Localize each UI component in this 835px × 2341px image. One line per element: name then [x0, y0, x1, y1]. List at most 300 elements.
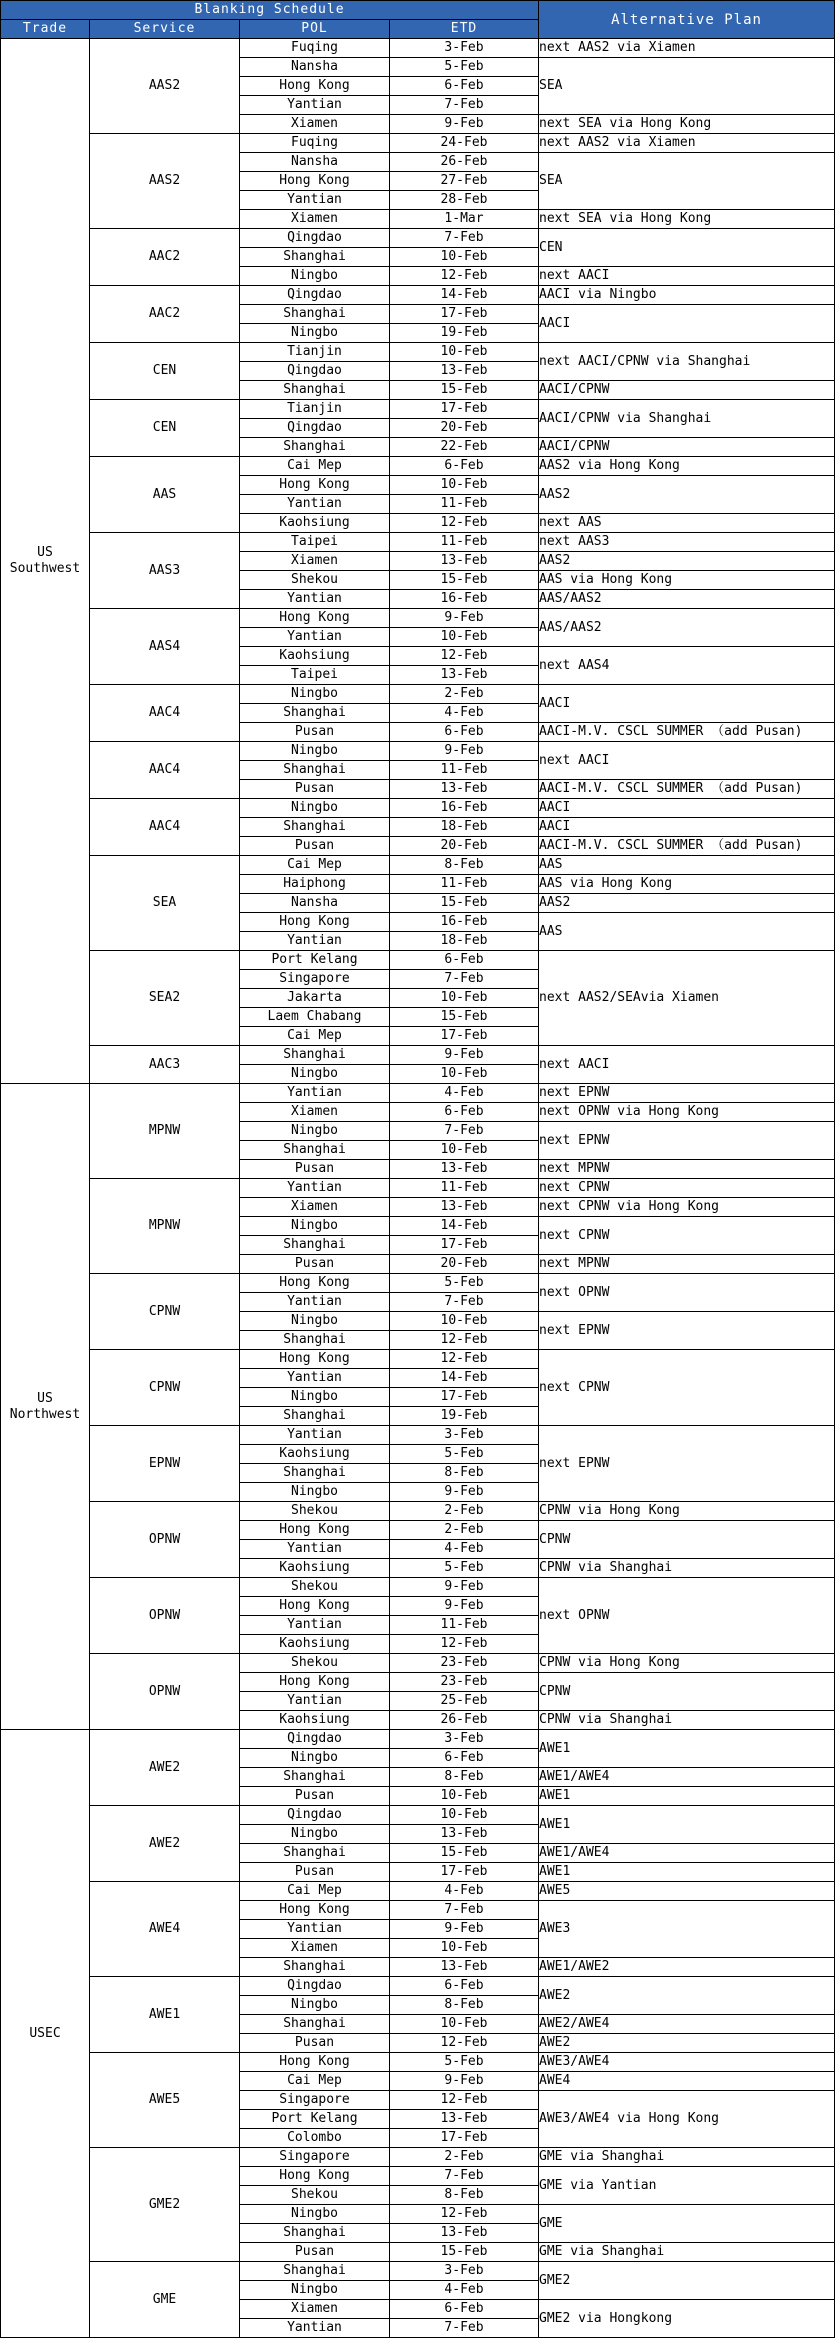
etd-cell: 8-Feb — [390, 1464, 539, 1483]
pol-cell: Kaohsiung — [240, 1711, 390, 1730]
pol-cell: Qingdao — [240, 1730, 390, 1749]
pol-cell: Kaohsiung — [240, 514, 390, 533]
service-column-header: Service — [90, 20, 240, 39]
pol-cell: Cai Mep — [240, 856, 390, 875]
pol-cell: Shanghai — [240, 1331, 390, 1350]
etd-cell: 20-Feb — [390, 837, 539, 856]
alternative-plan-cell: next MPNW — [539, 1160, 835, 1179]
service-cell: AAC4 — [90, 685, 240, 742]
alternative-plan-cell: AACI-M.V. CSCL SUMMER （add Pusan) — [539, 723, 835, 742]
etd-cell: 15-Feb — [390, 1008, 539, 1027]
etd-cell: 6-Feb — [390, 1103, 539, 1122]
pol-cell: Qingdao — [240, 1806, 390, 1825]
alternative-plan-cell: CPNW via Hong Kong — [539, 1502, 835, 1521]
alternative-plan-cell: AWE2/AWE4 — [539, 2015, 835, 2034]
pol-cell: Pusan — [240, 1255, 390, 1274]
etd-cell: 23-Feb — [390, 1654, 539, 1673]
table-row — [1, 1350, 835, 1369]
service-cell: AWE2 — [90, 1806, 240, 1882]
etd-cell: 4-Feb — [390, 704, 539, 723]
service-cell: MPNW — [90, 1179, 240, 1274]
alternative-plan-cell: next OPNW — [539, 1274, 835, 1312]
table-row — [1, 1654, 835, 1673]
pol-cell: Ningbo — [240, 267, 390, 286]
alternative-plan-cell: AACI/CPNW — [539, 438, 835, 457]
alternative-plan-cell: GME2 via Hongkong — [539, 2300, 835, 2338]
etd-cell: 17-Feb — [390, 1236, 539, 1255]
alternative-plan-cell: AAS/AAS2 — [539, 609, 835, 647]
pol-cell: Xiamen — [240, 552, 390, 571]
alternative-plan-cell: next SEA via Hong Kong — [539, 210, 835, 229]
pol-column-header: POL — [240, 20, 390, 39]
service-cell: CEN — [90, 343, 240, 400]
etd-cell: 2-Feb — [390, 1502, 539, 1521]
pol-cell: Pusan — [240, 837, 390, 856]
etd-cell: 4-Feb — [390, 1540, 539, 1559]
trade-cell: USEC — [1, 1730, 90, 2338]
alternative-plan-cell: AAS/AAS2 — [539, 590, 835, 609]
alternative-plan-cell: next CPNW — [539, 1217, 835, 1255]
pol-cell: Hong Kong — [240, 172, 390, 191]
alternative-plan-cell: AAS2 — [539, 476, 835, 514]
etd-cell: 13-Feb — [390, 1198, 539, 1217]
etd-cell: 8-Feb — [390, 2186, 539, 2205]
pol-cell: Nansha — [240, 58, 390, 77]
etd-cell: 10-Feb — [390, 248, 539, 267]
table-row — [1, 1578, 835, 1597]
alternative-plan-cell: AWE1 — [539, 1806, 835, 1844]
pol-cell: Pusan — [240, 723, 390, 742]
pol-cell: Cai Mep — [240, 2072, 390, 2091]
pol-cell: Shanghai — [240, 1236, 390, 1255]
etd-cell: 17-Feb — [390, 1863, 539, 1882]
pol-cell: Ningbo — [240, 1217, 390, 1236]
etd-cell: 24-Feb — [390, 134, 539, 153]
alternative-plan-cell: next AAS2 via Xiamen — [539, 134, 835, 153]
pol-cell: Haiphong — [240, 875, 390, 894]
pol-cell: Kaohsiung — [240, 647, 390, 666]
pol-cell: Colombo — [240, 2129, 390, 2148]
pol-cell: Laem Chabang — [240, 1008, 390, 1027]
pol-cell: Shanghai — [240, 2224, 390, 2243]
etd-cell: 19-Feb — [390, 1407, 539, 1426]
service-cell: GME2 — [90, 2148, 240, 2262]
service-cell: AWE5 — [90, 2053, 240, 2148]
pol-cell: Shanghai — [240, 761, 390, 780]
pol-cell: Shanghai — [240, 2262, 390, 2281]
service-cell: EPNW — [90, 1426, 240, 1502]
etd-cell: 15-Feb — [390, 2243, 539, 2262]
pol-cell: Yantian — [240, 590, 390, 609]
etd-cell: 4-Feb — [390, 1084, 539, 1103]
etd-cell: 9-Feb — [390, 1483, 539, 1502]
alternative-plan-cell: AWE4 — [539, 2072, 835, 2091]
pol-cell: Singapore — [240, 2148, 390, 2167]
alternative-plan-cell: CPNW via Hong Kong — [539, 1654, 835, 1673]
pol-cell: Pusan — [240, 2034, 390, 2053]
alternative-plan-cell: next AAS2/SEAvia Xiamen — [539, 951, 835, 1046]
trade-column-header: Trade — [1, 20, 90, 39]
service-cell: OPNW — [90, 1502, 240, 1578]
pol-cell: Yantian — [240, 96, 390, 115]
pol-cell: Shanghai — [240, 305, 390, 324]
pol-cell: Yantian — [240, 932, 390, 951]
pol-cell: Tianjin — [240, 400, 390, 419]
pol-cell: Xiamen — [240, 1103, 390, 1122]
pol-cell: Hong Kong — [240, 2053, 390, 2072]
table-row — [1, 742, 835, 761]
etd-cell: 3-Feb — [390, 1426, 539, 1445]
etd-cell: 13-Feb — [390, 780, 539, 799]
pol-cell: Cai Mep — [240, 1882, 390, 1901]
service-cell: AAS — [90, 457, 240, 533]
pol-cell: Shanghai — [240, 1768, 390, 1787]
alternative-plan-cell: next AAS — [539, 514, 835, 533]
pol-cell: Qingdao — [240, 362, 390, 381]
alternative-plan-cell: next CPNW — [539, 1179, 835, 1198]
etd-cell: 9-Feb — [390, 609, 539, 628]
etd-cell: 5-Feb — [390, 58, 539, 77]
service-cell: AAC4 — [90, 799, 240, 856]
table-row — [1, 39, 835, 58]
service-cell: AAS3 — [90, 533, 240, 609]
etd-cell: 7-Feb — [390, 2319, 539, 2338]
pol-cell: Shanghai — [240, 381, 390, 400]
pol-cell: Xiamen — [240, 1939, 390, 1958]
pol-cell: Yantian — [240, 628, 390, 647]
pol-cell: Pusan — [240, 2243, 390, 2262]
pol-cell: Fuqing — [240, 134, 390, 153]
alternative-plan-cell: AAS2 — [539, 552, 835, 571]
pol-cell: Yantian — [240, 1616, 390, 1635]
pol-cell: Fuqing — [240, 39, 390, 58]
alternative-plan-cell: next CPNW via Hong Kong — [539, 1198, 835, 1217]
etd-cell: 12-Feb — [390, 267, 539, 286]
pol-cell: Pusan — [240, 780, 390, 799]
etd-cell: 6-Feb — [390, 77, 539, 96]
etd-cell: 13-Feb — [390, 1958, 539, 1977]
table-row — [1, 533, 835, 552]
etd-cell: 12-Feb — [390, 2091, 539, 2110]
etd-cell: 7-Feb — [390, 96, 539, 115]
alternative-plan-cell: next OPNW — [539, 1578, 835, 1654]
etd-cell: 15-Feb — [390, 571, 539, 590]
etd-cell: 17-Feb — [390, 1388, 539, 1407]
pol-cell: Shekou — [240, 1578, 390, 1597]
service-cell: AAS4 — [90, 609, 240, 685]
pol-cell: Qingdao — [240, 286, 390, 305]
etd-cell: 13-Feb — [390, 1825, 539, 1844]
etd-cell: 18-Feb — [390, 818, 539, 837]
pol-cell: Shekou — [240, 2186, 390, 2205]
pol-cell: Ningbo — [240, 685, 390, 704]
alternative-plan-cell: AWE1/AWE4 — [539, 1844, 835, 1863]
pol-cell: Qingdao — [240, 419, 390, 438]
alternative-plan-cell: next EPNW — [539, 1122, 835, 1160]
alternative-plan-cell: AACI — [539, 818, 835, 837]
alternative-plan-cell: AWE1 — [539, 1787, 835, 1806]
alternative-plan-cell: CPNW via Shanghai — [539, 1559, 835, 1578]
etd-cell: 12-Feb — [390, 2205, 539, 2224]
etd-cell: 5-Feb — [390, 1559, 539, 1578]
pol-cell: Hong Kong — [240, 1350, 390, 1369]
service-cell: MPNW — [90, 1084, 240, 1179]
etd-cell: 8-Feb — [390, 1768, 539, 1787]
table-row — [1, 1806, 835, 1825]
service-cell: AAC2 — [90, 286, 240, 343]
alternative-plan-cell: AAS2 via Hong Kong — [539, 457, 835, 476]
etd-cell: 4-Feb — [390, 1882, 539, 1901]
etd-cell: 12-Feb — [390, 647, 539, 666]
pol-cell: Qingdao — [240, 229, 390, 248]
pol-cell: Shanghai — [240, 818, 390, 837]
alternative-plan-cell: AWE3/AWE4 via Hong Kong — [539, 2091, 835, 2148]
etd-cell: 3-Feb — [390, 2262, 539, 2281]
pol-cell: Shanghai — [240, 1046, 390, 1065]
alternative-plan-cell: next EPNW — [539, 1426, 835, 1502]
pol-cell: Yantian — [240, 1084, 390, 1103]
etd-cell: 11-Feb — [390, 533, 539, 552]
service-cell: CPNW — [90, 1350, 240, 1426]
pol-cell: Taipei — [240, 533, 390, 552]
etd-cell: 17-Feb — [390, 1027, 539, 1046]
etd-cell: 10-Feb — [390, 1065, 539, 1084]
service-cell: SEA2 — [90, 951, 240, 1046]
pol-cell: Shekou — [240, 1502, 390, 1521]
pol-cell: Shanghai — [240, 704, 390, 723]
etd-cell: 6-Feb — [390, 1977, 539, 1996]
etd-cell: 9-Feb — [390, 1578, 539, 1597]
pol-cell: Shanghai — [240, 1407, 390, 1426]
pol-cell: Nansha — [240, 894, 390, 913]
etd-cell: 23-Feb — [390, 1673, 539, 1692]
service-cell: SEA — [90, 856, 240, 951]
alternative-plan-cell: AACI/CPNW — [539, 381, 835, 400]
service-cell: AAC2 — [90, 229, 240, 286]
pol-cell: Singapore — [240, 2091, 390, 2110]
alternative-plan-cell: AAS2 — [539, 894, 835, 913]
alternative-plan-cell: AWE2 — [539, 2034, 835, 2053]
alternative-plan-cell: AWE1/AWE2 — [539, 1958, 835, 1977]
pol-cell: Xiamen — [240, 210, 390, 229]
etd-cell: 9-Feb — [390, 1597, 539, 1616]
etd-cell: 9-Feb — [390, 115, 539, 134]
etd-cell: 26-Feb — [390, 153, 539, 172]
table-body — [1, 39, 835, 2338]
alternative-plan-cell: AWE2 — [539, 1977, 835, 2015]
pol-cell: Ningbo — [240, 324, 390, 343]
pol-cell: Shanghai — [240, 2015, 390, 2034]
pol-cell: Nansha — [240, 153, 390, 172]
etd-cell: 10-Feb — [390, 628, 539, 647]
pol-cell: Hong Kong — [240, 609, 390, 628]
table-row — [1, 1274, 835, 1293]
alternative-plan-cell: AWE1/AWE4 — [539, 1768, 835, 1787]
pol-cell: Hong Kong — [240, 476, 390, 495]
table-row — [1, 1730, 835, 1749]
etd-cell: 17-Feb — [390, 400, 539, 419]
alternative-plan-cell: CPNW — [539, 1673, 835, 1711]
alternative-plan-cell: next AACI/CPNW via Shanghai — [539, 343, 835, 381]
alternative-plan-cell: AACI — [539, 685, 835, 723]
etd-cell: 12-Feb — [390, 2034, 539, 2053]
table-row — [1, 2148, 835, 2167]
alternative-plan-cell: AACI — [539, 799, 835, 818]
etd-cell: 16-Feb — [390, 913, 539, 932]
pol-cell: Hong Kong — [240, 913, 390, 932]
etd-cell: 6-Feb — [390, 951, 539, 970]
alternative-plan-cell: AWE3/AWE4 — [539, 2053, 835, 2072]
pol-cell: Ningbo — [240, 1312, 390, 1331]
alternative-plan-cell: CPNW — [539, 1521, 835, 1559]
service-cell: AAS2 — [90, 39, 240, 134]
alternative-plan-cell: AAS — [539, 856, 835, 875]
table-row — [1, 2053, 835, 2072]
pol-cell: Shekou — [240, 1654, 390, 1673]
etd-cell: 8-Feb — [390, 1996, 539, 2015]
table-row — [1, 457, 835, 476]
alternative-plan-cell: GME via Shanghai — [539, 2243, 835, 2262]
pol-cell: Yantian — [240, 2319, 390, 2338]
etd-cell: 5-Feb — [390, 1445, 539, 1464]
pol-cell: Hong Kong — [240, 1673, 390, 1692]
pol-cell: Cai Mep — [240, 1027, 390, 1046]
table-row — [1, 799, 835, 818]
pol-cell: Hong Kong — [240, 1274, 390, 1293]
alternative-plan-cell: GME via Shanghai — [539, 2148, 835, 2167]
pol-cell: Ningbo — [240, 2281, 390, 2300]
etd-cell: 14-Feb — [390, 1369, 539, 1388]
etd-cell: 9-Feb — [390, 1920, 539, 1939]
etd-cell: 15-Feb — [390, 1844, 539, 1863]
etd-cell: 11-Feb — [390, 1616, 539, 1635]
pol-cell: Kaohsiung — [240, 1635, 390, 1654]
service-cell: OPNW — [90, 1578, 240, 1654]
alternative-plan-cell: AWE1 — [539, 1863, 835, 1882]
pol-cell: Yantian — [240, 1692, 390, 1711]
alternative-plan-header: Alternative Plan — [539, 1, 835, 39]
pol-cell: Tianjin — [240, 343, 390, 362]
etd-cell: 17-Feb — [390, 305, 539, 324]
service-cell: AWE2 — [90, 1730, 240, 1806]
etd-cell: 10-Feb — [390, 1939, 539, 1958]
etd-cell: 14-Feb — [390, 1217, 539, 1236]
etd-cell: 28-Feb — [390, 191, 539, 210]
etd-cell: 16-Feb — [390, 590, 539, 609]
etd-cell: 11-Feb — [390, 761, 539, 780]
etd-cell: 25-Feb — [390, 1692, 539, 1711]
etd-cell: 11-Feb — [390, 495, 539, 514]
etd-cell: 13-Feb — [390, 2224, 539, 2243]
table-row — [1, 1179, 835, 1198]
etd-cell: 15-Feb — [390, 381, 539, 400]
table-row — [1, 609, 835, 628]
etd-cell: 10-Feb — [390, 1787, 539, 1806]
pol-cell: Yantian — [240, 1426, 390, 1445]
etd-cell: 6-Feb — [390, 2300, 539, 2319]
etd-cell: 15-Feb — [390, 894, 539, 913]
pol-cell: Shanghai — [240, 438, 390, 457]
blanking-schedule-title: Blanking Schedule — [1, 1, 539, 20]
service-cell: AAC3 — [90, 1046, 240, 1084]
etd-cell: 10-Feb — [390, 989, 539, 1008]
trade-cell: US Northwest — [1, 1084, 90, 1730]
pol-cell: Ningbo — [240, 742, 390, 761]
etd-cell: 7-Feb — [390, 970, 539, 989]
etd-cell: 7-Feb — [390, 1901, 539, 1920]
etd-cell: 8-Feb — [390, 856, 539, 875]
etd-cell: 12-Feb — [390, 1635, 539, 1654]
table-row — [1, 1426, 835, 1445]
table-row — [1, 134, 835, 153]
alternative-plan-cell: AACI via Ningbo — [539, 286, 835, 305]
service-cell: CPNW — [90, 1274, 240, 1350]
alternative-plan-cell: next SEA via Hong Kong — [539, 115, 835, 134]
pol-cell: Qingdao — [240, 1977, 390, 1996]
pol-cell: Port Kelang — [240, 951, 390, 970]
pol-cell: Shanghai — [240, 1464, 390, 1483]
alternative-plan-cell: next CPNW — [539, 1350, 835, 1426]
etd-cell: 20-Feb — [390, 419, 539, 438]
pol-cell: Ningbo — [240, 1483, 390, 1502]
pol-cell: Ningbo — [240, 1065, 390, 1084]
etd-cell: 22-Feb — [390, 438, 539, 457]
etd-cell: 16-Feb — [390, 799, 539, 818]
etd-cell: 7-Feb — [390, 1122, 539, 1141]
etd-cell: 18-Feb — [390, 932, 539, 951]
alternative-plan-cell: AACI-M.V. CSCL SUMMER （add Pusan) — [539, 837, 835, 856]
alternative-plan-cell: next AACI — [539, 1046, 835, 1084]
pol-cell: Hong Kong — [240, 2167, 390, 2186]
alternative-plan-cell: GME via Yantian — [539, 2167, 835, 2205]
pol-cell: Ningbo — [240, 1749, 390, 1768]
pol-cell: Singapore — [240, 970, 390, 989]
table-row — [1, 1977, 835, 1996]
pol-cell: Yantian — [240, 191, 390, 210]
alternative-plan-cell: next AACI — [539, 742, 835, 780]
etd-cell: 11-Feb — [390, 1179, 539, 1198]
alternative-plan-cell: AAS via Hong Kong — [539, 571, 835, 590]
table-row — [1, 1084, 835, 1103]
service-cell: CEN — [90, 400, 240, 457]
etd-cell: 10-Feb — [390, 1806, 539, 1825]
table-row — [1, 856, 835, 875]
service-cell: AAC4 — [90, 742, 240, 799]
service-cell: AWE1 — [90, 1977, 240, 2053]
alternative-plan-cell: AWE1 — [539, 1730, 835, 1768]
etd-cell: 6-Feb — [390, 723, 539, 742]
alternative-plan-cell: AACI-M.V. CSCL SUMMER （add Pusan) — [539, 780, 835, 799]
etd-cell: 6-Feb — [390, 1749, 539, 1768]
pol-cell: Yantian — [240, 1540, 390, 1559]
etd-cell: 10-Feb — [390, 1312, 539, 1331]
alternative-plan-cell: next AAS3 — [539, 533, 835, 552]
table-row — [1, 1882, 835, 1901]
alternative-plan-cell: SEA — [539, 153, 835, 210]
etd-cell: 12-Feb — [390, 1331, 539, 1350]
etd-cell: 12-Feb — [390, 514, 539, 533]
alternative-plan-cell: next AAS2 via Xiamen — [539, 39, 835, 58]
alternative-plan-cell: AACI/CPNW via Shanghai — [539, 400, 835, 438]
etd-column-header: ETD — [390, 20, 539, 39]
pol-cell: Yantian — [240, 1179, 390, 1198]
pol-cell: Pusan — [240, 1863, 390, 1882]
pol-cell: Shanghai — [240, 248, 390, 267]
etd-cell: 9-Feb — [390, 742, 539, 761]
alternative-plan-cell: SEA — [539, 58, 835, 115]
alternative-plan-cell: GME2 — [539, 2262, 835, 2300]
pol-cell: Taipei — [240, 666, 390, 685]
